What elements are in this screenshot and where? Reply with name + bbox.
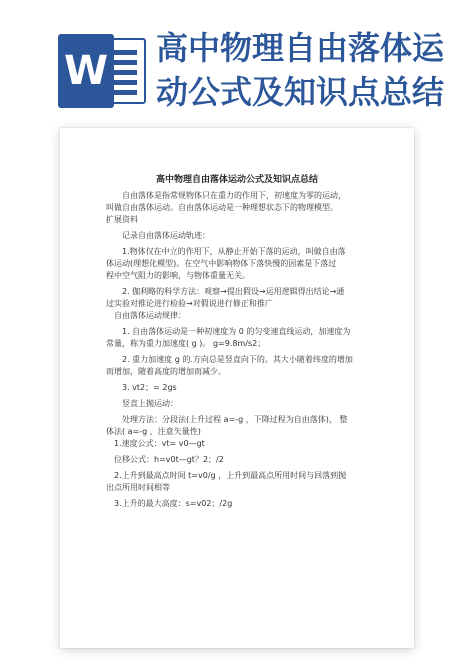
- paragraph-line: 常量，称为重力加速度( g )。 g=9.8m/s2；: [106, 339, 266, 348]
- paragraph-line: 记录自由落体运动轨迹：: [122, 231, 210, 240]
- paragraph-line: 2. 伽利略的科学方法：观察→提出假设→运用逻辑得出结论→通: [122, 287, 345, 296]
- paragraph-line: 自由落体是指常规物体只在重力的作用下，初速度为零的运动，: [122, 191, 346, 200]
- paragraph-line: 体运动(理想化模型)。在空气中影响物体下落快慢的因素是下落过: [106, 259, 337, 268]
- paragraph-line: 1. 自由落体运动是一种初速度为 0 的匀变速直线运动，加速度为: [122, 327, 351, 336]
- paragraph-line: 自由落体运动规律：: [114, 311, 186, 320]
- paragraph-line: 1.速度公式：vt= v0—gt: [114, 439, 205, 448]
- paragraph-line: 1.物体仅在中立的作用下，从静止开始下落的运动，叫做自由落: [122, 247, 346, 256]
- document-title: 高中物理自由落体运动公式及知识点总结: [155, 175, 318, 185]
- banner: [0, 0, 474, 128]
- paragraph-line: 2.上升到最高点时间 t=v0/g ，上升到最高点所用时间与回落到抛: [114, 471, 347, 480]
- paragraph-line: 而增加，随着高度的增加而减少。: [106, 367, 226, 376]
- paragraph-line: 体法( a=-g ，注意矢量性): [106, 427, 201, 436]
- paragraph-line: 3. vt2；= 2gs: [122, 383, 177, 392]
- paragraph-line: 处理方法：分段法(上升过程 a=-g ，下降过程为自由落体)， 整: [122, 415, 348, 424]
- paragraph-line: 过实验对推论进行检验→对假说进行修正和推广: [106, 299, 273, 308]
- paragraph-line: 程中空气阻力的影响，与物体重量无关。: [106, 271, 250, 280]
- paragraph-line: 2. 重力加速度 g 的.方向总是竖直向下的。其大小随着纬度的增加: [122, 355, 353, 364]
- document-page: [60, 128, 414, 648]
- word-icon: [58, 34, 148, 108]
- word-logo-letter: W: [58, 34, 114, 108]
- paragraph-line: 出点所用时间相等: [106, 483, 170, 492]
- paragraph-line: 3.上升的最大高度：s=v02；/2g: [114, 499, 233, 508]
- document-body: [106, 190, 384, 510]
- paragraph-line: 竖直上抛运动：: [122, 399, 178, 408]
- banner-title: 高中物理自由落体运动公式及知识点总结: [156, 29, 445, 111]
- paragraph-line: 位移公式：h=v0t—gt？2；/2: [114, 455, 224, 464]
- section-heading: 扩展资料: [106, 215, 138, 224]
- paragraph-line: 叫做自由落体运动。自由落体运动是一种理想状态下的物理模型。: [106, 203, 338, 212]
